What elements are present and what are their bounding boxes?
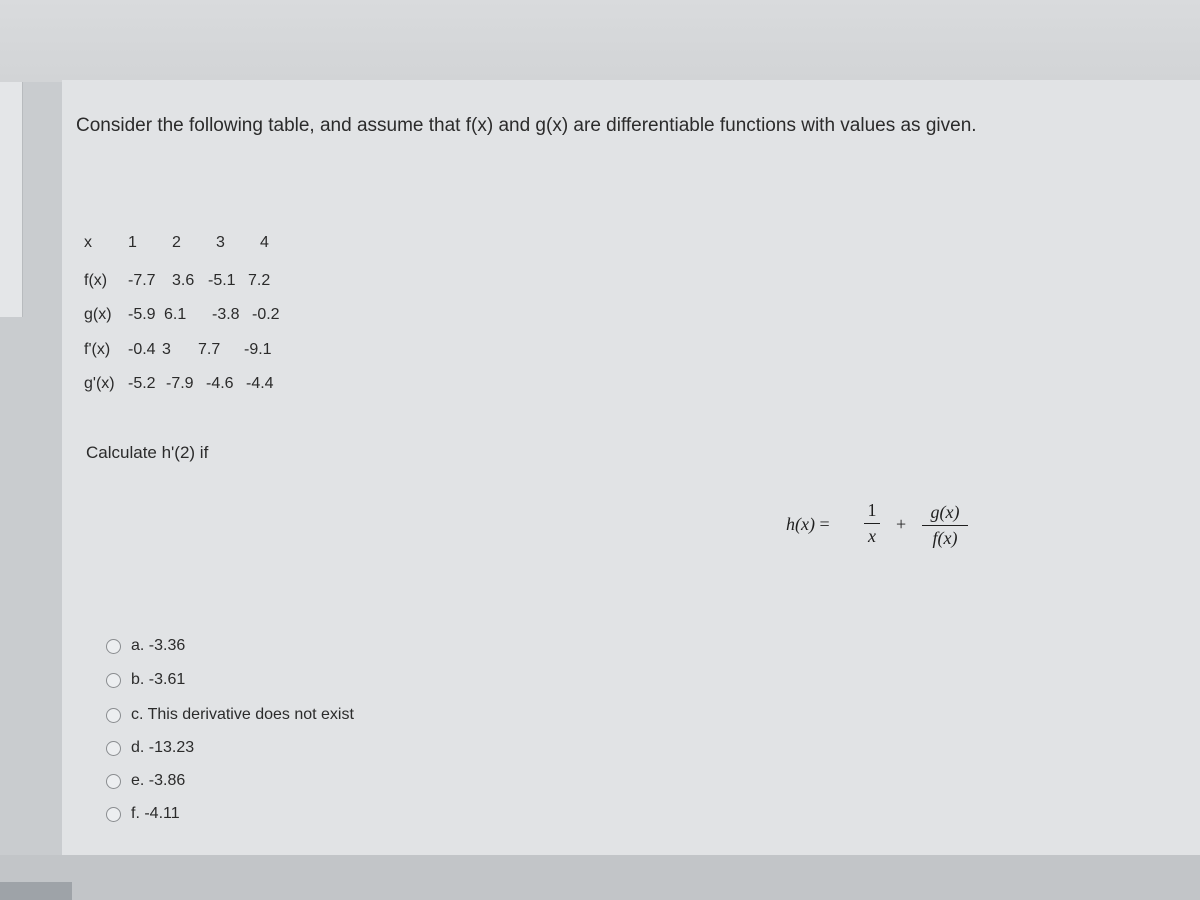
option-label: a. -3.36 [131, 637, 186, 654]
option-label: f. -4.11 [131, 805, 180, 822]
option-label: b. -3.61 [131, 671, 186, 688]
fraction-one-over-x [864, 500, 880, 547]
table-cell: -4.6 [206, 375, 234, 392]
table-cell: -5.1 [208, 272, 236, 289]
table-cell: g(x) [84, 306, 112, 323]
table-row [84, 272, 270, 290]
table-cell: x [84, 234, 92, 251]
table-cell: 6.1 [164, 306, 187, 323]
table-cell: 1 [128, 234, 137, 251]
radio-button[interactable] [106, 639, 121, 654]
table-cell: 4 [260, 234, 269, 251]
radio-button[interactable] [106, 741, 121, 756]
table-cell: 3 [162, 341, 171, 358]
fraction-denominator: x [868, 526, 876, 546]
table-cell: -0.2 [252, 306, 280, 323]
table-cell: -7.9 [166, 375, 194, 392]
answer-option-e[interactable] [106, 772, 185, 790]
table-cell: -5.2 [128, 375, 156, 392]
bottom-edge-tab [0, 882, 72, 900]
answer-option-a[interactable] [106, 637, 185, 655]
fraction-g-over-f [922, 502, 968, 549]
table-cell: f(x) [84, 272, 108, 289]
formula-plus: + [896, 514, 907, 534]
background-top [0, 0, 1200, 82]
question-panel [62, 80, 1200, 855]
answer-option-b[interactable] [106, 671, 185, 689]
formula-lhs-text: h(x) [786, 514, 815, 534]
answer-option-f[interactable] [106, 805, 180, 823]
radio-button[interactable] [106, 673, 121, 688]
fraction-bar [864, 523, 880, 524]
answer-option-d[interactable] [106, 739, 194, 757]
radio-button[interactable] [106, 774, 121, 789]
table-row [84, 306, 280, 324]
table-cell: -0.4 [128, 341, 156, 358]
fraction-numerator: 1 [867, 500, 877, 520]
table-cell: 2 [172, 234, 181, 251]
table-row [84, 341, 272, 359]
fraction-bar [922, 525, 968, 526]
table-cell: g'(x) [84, 375, 115, 392]
table-cell: 7.2 [248, 272, 271, 289]
table-cell: -4.4 [246, 375, 274, 392]
table-cell: 7.7 [198, 341, 221, 358]
answer-option-c[interactable] [106, 706, 354, 724]
table-row [84, 375, 274, 393]
fraction-numerator: g(x) [930, 502, 960, 522]
formula-lhs [786, 514, 830, 535]
radio-button[interactable] [106, 708, 121, 723]
formula-equals: = [819, 514, 830, 534]
table-cell: f'(x) [84, 341, 111, 358]
table-header-row [84, 234, 269, 252]
table-cell: 3.6 [172, 272, 195, 289]
background-bottom [0, 855, 1200, 900]
option-label: d. -13.23 [131, 739, 195, 756]
table-cell: 3 [216, 234, 225, 251]
option-label: e. -3.86 [131, 772, 186, 789]
fraction-denominator: f(x) [932, 528, 958, 548]
table-cell: -5.9 [128, 306, 156, 323]
table-cell: -9.1 [244, 341, 272, 358]
option-label: c. This derivative does not exist [131, 706, 354, 723]
question-text: Consider the following table, and assume that f(x) and g(x) are differentiable functions with values as given. [76, 115, 977, 136]
table-cell: -7.7 [128, 272, 156, 289]
left-edge-tab [0, 82, 23, 317]
question-prompt: Calculate h'(2) if [86, 443, 209, 462]
radio-button[interactable] [106, 807, 121, 822]
table-cell: -3.8 [212, 306, 240, 323]
